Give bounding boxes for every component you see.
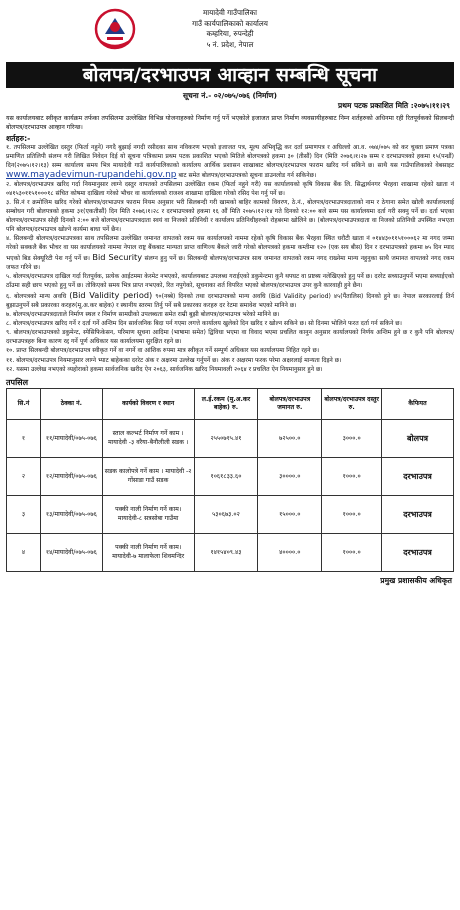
header-remarks: कैफियत: [382, 388, 454, 419]
office-name: गाउँ कार्यपालिकाको कार्यालय: [192, 18, 268, 28]
office-place: कम्हरिया, रुपन्देही: [206, 29, 254, 38]
condition-item: ११. बोलपत्र/दरभाउपत्र नियमानुसार लाग्ने भ्याट बाहेकका दररेट अंक र अक्षरमा उल्लेख गर्नुपर्ने छ। अंक र अक्षरमा फरक परेमा अक्षरलाई मान्यता दिइने छ।: [6, 356, 342, 364]
condition-item: ८. बोलपत्र/दरभाउपत्र खरिद गर्ने र दर्ता गर्ने अन्तिम दिन सार्वजनिक बिदा पर्न गएमा लगत्ते कार्यालय खुलेको दिन खरिद र खोल्न सकिने छ। सो दिनमा भोलिने फरत दर्ता गर्न सकिने छ।: [6, 320, 402, 328]
header-security: बोलपत्र/दरभाउपत्र जमानत रु.: [258, 388, 322, 419]
header-work: कार्यको विवरण र स्थान: [102, 388, 194, 419]
office-province: ५ नं. प्रदेश, नेपाल: [206, 39, 254, 49]
first-published-date: प्रथम पटक प्रकाशित मिति :२०७५।११।२९: [338, 101, 450, 110]
header-sn: सि.नं: [7, 388, 41, 419]
condition-item: ६. बोलपत्रको मान्य अवधि (Bid Validity period) ९०(नब्बे) दिनको तथा दरभाउपत्रको मान्य अवधि (Bid Validity period) ४५(पैंतालिस) दिनको हुने छ। नेपाल सरकारलाई तिर्न बुझाउनुपर्ने सबै प्रकारका करहरु(मू.अ.कर बाहेक) र स्थानीय स्तरमा तिर्नु पर्ने सबै प्रकारका करहरु दर रेटमा समावेश भएको मानिने छ।: [6, 289, 454, 309]
conditions-list: [6, 144, 454, 374]
header-estimate: ल.ई.रकम (मु.अ.कर बाहेक) रु.: [194, 388, 258, 419]
table-row: २ १२/मायादेवी/०७५-०७६ सडक कालोपत्रे गर्ने काम । मायादेवी -२ गोंसाडा गाउँ सडक १०६१८३३.६० ३००००.० १०००.० दरभाउपत्र: [7, 457, 454, 495]
condition-item: ७. बोलपत्र/दरभाउपत्रदाताले निर्माण स्थल र निर्माण सामग्रीको उपलब्धता समेत राम्री बुझी बोलपत्र/दरभाउपत्र भरेको मानिने छ।: [6, 310, 280, 318]
condition-item: २. बोलपत्र/दरभाउपत्र खरिद गर्दा नियमानुसार लाग्ने दस्तुर वापतको तपसिलमा उल्लेखित रकम (फिर्ता नहुने गरी) यस कार्यालयको कृषि विकास बैंक लि. सिद्धार्थनगर भैरहवा शाखामा रहेको खाता नं ०४१५३०११५१०००१८ संचित कोषमा दाखिला गरेको भौचर वा कार्यालयको राजश्व शाखामा दाखिला गरेको रसिद पेश गर्नु पर्ने छ।: [6, 181, 454, 198]
condition-item: ९. बोलपत्र/दरभाउपत्रको डकुमेन्ट, स्पेसिफिकेसन, परिमाण सूचना आदिमा (भाषामा समेत) द्विविधा भएमा वा विवाद भएमा प्रचलित कानुन अनुसार कार्यालयको निर्णय अन्तिम हुने छ र कुनै पनि बोलपत्र/दरभाउपत्रहरु बिना कारण रद्द गर्ने पूर्ण अधिकार यस कार्यालयमा सुरक्षित रहने छ।: [6, 329, 455, 346]
signature-title: प्रमुख प्रशासकीय अधिकृत: [380, 575, 452, 585]
conditions-title: शर्तहरु:-: [6, 134, 31, 144]
condition-item: १२. यसमा उल्लेख नभएको व्यहोराको हकमा सार्वजनिक खरीद ऐन २०६३, सार्वजनिक खरिद नियमावली २०६४ र प्रचलित ऐन नियमानुसार हुने छ।: [6, 365, 323, 373]
schedule-title: तपसिल: [6, 377, 29, 387]
condition-item: ३. सि.नं र क्रमोजिम खरिद गरेको बोलपत्र/दरभाउपत्र फाराम नियम अनुसार भरी सिलबन्दी गरी खामको बाहिर कामको विवरण, ठे.नं., बोलपत्र/दरभाउपत्रदाताको नाम र ठेगाना समेत खोली कार्यालयलाई सम्बोधन गरी बोलपत्रको हकमा ३१(एकतीसौं) दिन मिति २०७६।१।२८ र दरभाउपत्रको हकमा १६ औं मिति २०७५।१२।१४ गते दिनको १२:०० बजे सम्म यस कार्यालयमा दर्ता गरी सक्नु पर्ने छ। दर्ता भएका बोलपत्र/दरभाउपत्र सोही दिनको २:०० बजे बोलपत्र/दरभाउपत्रदाता स्वयं वा निजको प्रतिनिधी र कार्यालय प्रतिनिधीहरुको रोहबरमा खोलिने छ। (बोलपत्र/दरभाउपत्रदाता वा निजको प्रतिनिधी उपस्थित नभएता पनि बोलपत्र/दरभाउपत्र खोल्ने कार्यमा बाधा पर्ने छैन।: [6, 199, 455, 233]
condition-item: ४. सिलबन्दी बोलपत्र/दरभाउपत्रका साथ तपसिलमा उल्लेखित जमानत वापतको रकम यस कार्यालयको नाममा रहेको कृषि विकास बैंक भैरहवा स्थित धरौटी खाता नं ०१४४३०११५१०००६२ मा नगद जम्मा गरेको सक्कलै बैंक भौचर वा यस कार्यालयको नाममा नेपाल राष्ट्र बैंकबाट मान्यता प्राप्त वाणिज्य बैंकले जारी गरेको बोलपत्रको हकमा कम्तीमा १२० (एक सय बीस) दिन र दरभाउपत्रको हकमा ७५ दिन म्याद भएको बिड सेक्यूरिटी पेश गर्नु पर्ने छ। Bid Security संलग्न हुनु पर्ने छ। सिलबन्दी बोलपत्र/दरभाउपत्र साथ जमानत वापतको रकम नगद राख्नेमा मान्य नहुनुका साथै जमानत वापतको नगद रकम जफत गरिने छ।: [6, 235, 455, 271]
intro-paragraph: यस कार्यालयबाट स्वीकृत कार्यक्रम तर्फका तपसिलमा उल्लेखित विभिन्न योजनाहरुको निर्माण गर्नु पर्ने भएकोले इजाजत प्राप्त निर्माण व्यवसायीहरुबाट निम्न शर्तहरुको अधिनमा रही रितपूर्वकको सिलबन्दी बोलपत्र/दरभाउपत्र आव्हान गरिन्छ।: [6, 115, 454, 132]
schedule-table: [6, 388, 454, 572]
website-link[interactable]: www.mayadevimun-rupandehi.gov.np: [6, 169, 177, 180]
table-header-row: [7, 388, 454, 419]
condition-item: १. तपसिलमा उल्लेखित दस्तुर (फिर्ता नहुने) नगदै बुझाई नगदी रसीदका साथ नविकरण भएको इजाजत पत्र, मूल्य अभिवृद्धि कर दर्ता प्रमाणपत्र र अघिल्लो आ.व. ०७४/०७५ को कर चुक्ता प्रमाण पत्रका प्रमाणित प्रतिलिपी संलग्न गरी लिखित निवेदन दिई यो सूचना पत्रिकामा प्रथम पटक प्रकाशित भएको मितिले बोलपत्रको हकमा ३० (तीसौं) दिन (मिति २०७६।१।२७ सम्म र दरभाउपत्रको हकमा १५(पन्ध्रौं) दिन(२०७५।१२।१३) सम्म कार्यालय समय भित्र मायादेवी गाउँ कार्यपालिकाको कार्यालय आर्थिक प्रशासन शाखाबाट बोलपत्र/दरभाउपत्र फाराम खरिद गर्न सकिने छ। साथै यस गाउँपालिकाको वेबसाइट www.mayadevimun-rupandehi.gov.np बाट समेत बोलपत्र/दरभाउपत्रको सूचना डाउनलोड गर्न सकिनेछ।: [6, 144, 455, 180]
municipality-name: मायादेवी गाउँपालिका: [202, 8, 258, 17]
header: [6, 4, 454, 60]
table-row: १ ११/मायादेवी/०७५-०७६ स्ताल कल्भर्ट निर्माण गर्ने काम । मायादेवी -३ वरैया-बैनौलीली सडक । २५५०७१५.४१ ७२५००.० ३०००.० बोलपत्र: [7, 419, 454, 457]
notice-number: सूचना नं.- ०२/०७५/०७६ (निर्माण): [183, 91, 277, 100]
notice-title: बोलपत्र/दरभाउपत्र आव्हान सम्बन्धि सूचना: [6, 62, 454, 88]
header-contract: ठेक्का नं.: [40, 388, 102, 419]
notice-page: [6, 4, 454, 586]
header-fee: बोलपत्र/दरभाउपत्र दस्तुर रु.: [322, 388, 382, 419]
table-row: ३ १३/मायादेवी/०७५-०७६ पक्की नाली निर्माण गर्ने काम। मायादेवी-८ सत्रसोबा गाउँमा ५३०६७३.०२ १५०००.० १०००.० दरभाउपत्र: [7, 495, 454, 533]
condition-item: ५. बोलपत्र/दरभाउपत्र दाखिल गर्दा रितपूर्वक, प्रत्येक आईटममा केरमेट नभएको, कार्यालयबाट उपलब्ध गराईएको डकुमेन्टमा कुनै थपघट वा प्रष्टब्य नलेखिएको हुनु पर्ने छ। दररेट सच्याउनुपर्ने भएमा सच्याईएको ठाँउमा सही छाप भएको हुनु पर्ने छ। तोकिएको समय भित्र प्राप्त नभएको, रित नपुगेको, सूचनाका शर्त विपरित भएको बोलपत्र/दरभाउपत्र उपर कुनै कारवाही हुने छैन।: [6, 272, 454, 289]
table-row: ४ १४/मायादेवी/०७५-०७६ पक्की नाली निर्माण गर्ने काम। मायादेवी-७ मालाफेला शिवमन्दिर १४१५४०९.४३ ४००००.० १०००.० दरभाउपत्र: [7, 533, 454, 571]
condition-item: १०. प्राप्त सिलबन्दी बोलपत्र/दरभाउपत्र स्वीकृत गर्ने वा नगर्ने वा आंशिक रुपमा मात्र स्वीकृत गर्ने सम्पूर्ण अधिकार यस कार्यालयमा निहित रहने छ।: [6, 347, 320, 355]
